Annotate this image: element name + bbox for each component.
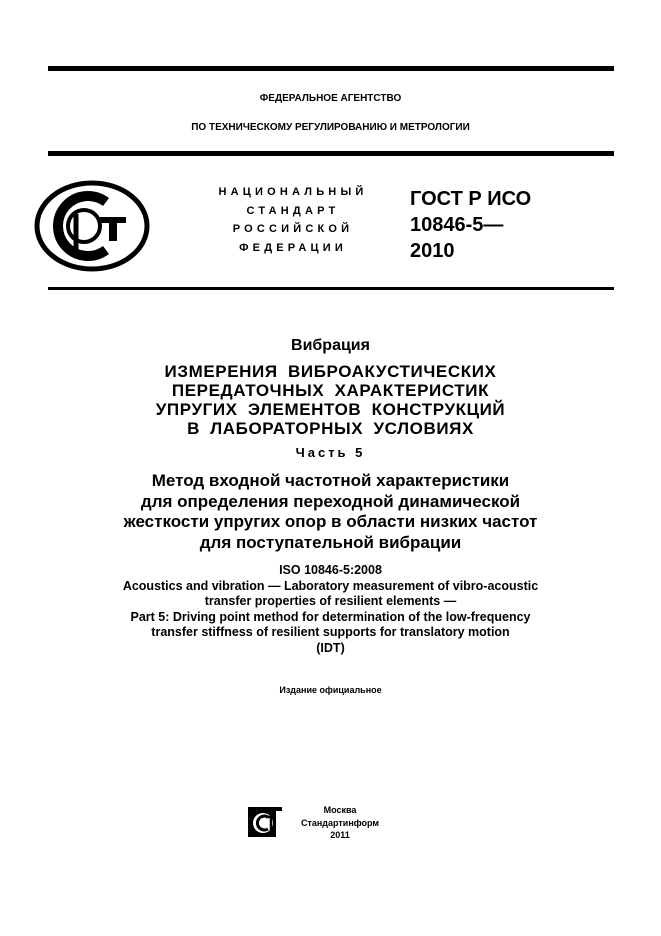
gost-logo [34, 180, 150, 272]
ns-line: РОССИЙСКОЙ [232, 223, 354, 235]
part-title-line: для поступательной вибрации [199, 532, 462, 552]
part-title-line: жесткости упругих опор в области низких частот [123, 512, 538, 531]
edition-note: Издание официальное [279, 685, 382, 695]
ns-line: НАЦИОНАЛЬНЫЙ [218, 186, 368, 198]
iso-line: Part 5: Driving point method for determination of the low-frequency [130, 609, 531, 624]
title-line: ИЗМЕРЕНИЯ ВИБРОАКУСТИЧЕСКИХ [164, 362, 497, 381]
iso-line: (IDT) [316, 640, 345, 655]
publisher-logo [246, 803, 286, 841]
part-label: Часть 5 [295, 445, 366, 460]
designation-line: ГОСТ Р ИСО [410, 188, 532, 210]
publisher-city: Москва [323, 805, 357, 815]
title-line: УПРУГИХ ЭЛЕМЕНТОВ КОНСТРУКЦИЙ [155, 400, 506, 419]
iso-line: transfer stiffness of resilient supports for translatory motion [151, 625, 510, 640]
section-rule [48, 287, 614, 290]
publisher-info [290, 804, 390, 842]
title [0, 362, 661, 438]
subject: Вибрация [291, 337, 370, 354]
part-title-line: для определения переходной динамической [140, 491, 521, 511]
designation-line: 2010 [410, 240, 455, 262]
top-rule [48, 66, 614, 71]
publisher-name: Стандартинформ [300, 817, 380, 828]
national-standard-label [200, 183, 386, 257]
iso-line: transfer properties of resilient elements — [204, 594, 457, 609]
iso-line: Acoustics and vibration — Laboratory measurement of vibro-acoustic [122, 578, 539, 593]
part-title [0, 471, 661, 553]
ns-line: СТАНДАРТ [246, 204, 340, 217]
iso-reference [0, 563, 661, 657]
standard-designation [410, 186, 531, 264]
ns-line: ФЕДЕРАЦИИ [239, 241, 347, 254]
designation-line: 10846-5— [410, 214, 504, 236]
title-line: ПЕРЕДАТОЧНЫХ ХАРАКТЕРИСТИК [171, 381, 490, 400]
agency-line1: ФЕДЕРАЛЬНОЕ АГЕНТСТВО [259, 93, 402, 104]
publisher-year: 2011 [330, 830, 350, 840]
iso-line: ISO 10846-5:2008 [279, 563, 382, 577]
part-title-line: Метод входной частотной характеристики [151, 471, 510, 490]
agency-line2: ПО ТЕХНИЧЕСКОМУ РЕГУЛИРОВАНИЮ И МЕТРОЛОГИИ [191, 122, 470, 133]
title-line: В ЛАБОРАТОРНЫХ УСЛОВИЯХ [187, 419, 474, 438]
header-rule [48, 151, 614, 156]
